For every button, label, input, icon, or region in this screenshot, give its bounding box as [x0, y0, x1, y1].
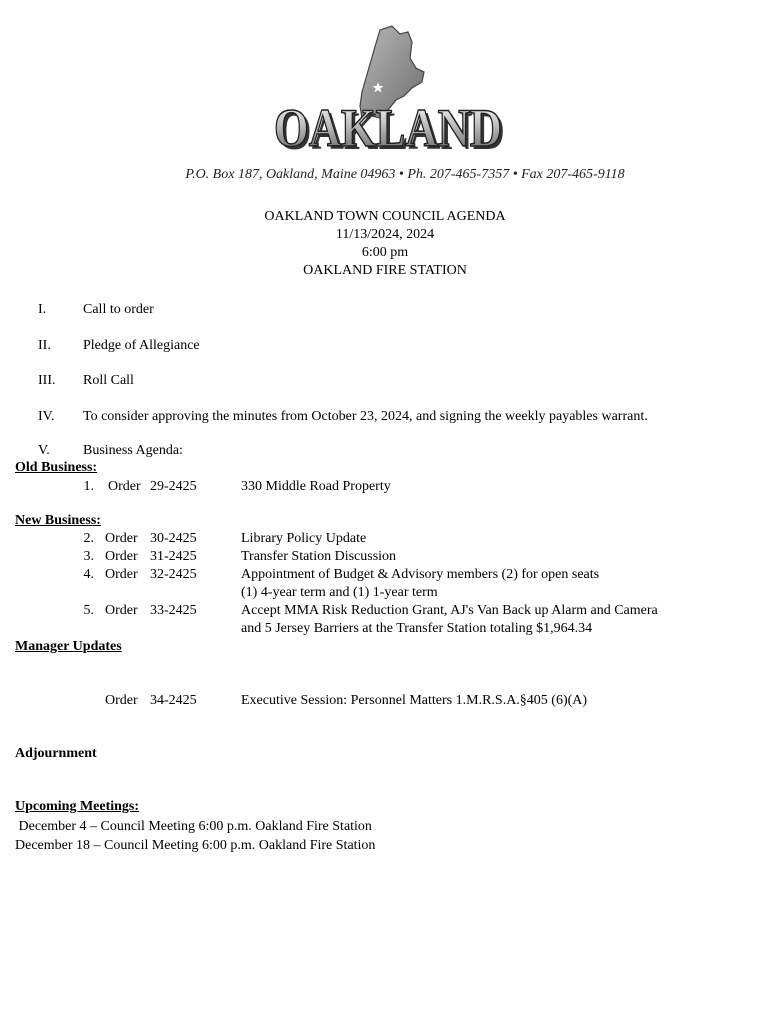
- order-label: Order: [108, 479, 141, 494]
- meeting-date: 11/13/2024, 2024: [335, 227, 435, 242]
- agenda-numeral: V.: [38, 443, 50, 458]
- logo-text-shadow: OAKLAND: [277, 101, 505, 154]
- order-description: Appointment of Budget & Advisory members (2) for open seats: [241, 567, 600, 582]
- order-id: 29-2425: [150, 479, 197, 494]
- order-number: 5.: [83, 603, 94, 618]
- order-label: Order: [105, 693, 138, 708]
- order-number: 3.: [83, 549, 94, 564]
- new-business-heading: New Business:: [15, 513, 101, 528]
- order-description: Library Policy Update: [241, 531, 367, 546]
- executive-session-description: Executive Session: Personnel Matters 1.M.R.S.A.§405 (6)(A): [241, 693, 588, 708]
- order-number: 2.: [83, 531, 94, 546]
- meeting-time: 6:00 pm: [361, 245, 409, 260]
- meeting-location: OAKLAND FIRE STATION: [303, 263, 467, 278]
- manager-updates-heading: Manager Updates: [15, 639, 122, 654]
- order-label: Order: [105, 531, 138, 546]
- order-id: 31-2425: [150, 549, 197, 564]
- agenda-numeral: IV.: [38, 409, 55, 424]
- agenda-item-minutes: To consider approving the minutes from October 23, 2024, and signing the weekly payables warrant.: [83, 409, 648, 424]
- upcoming-meeting-item: December 4 – Council Meeting 6:00 p.m. Oakland Fire Station: [15, 819, 372, 834]
- old-business-heading: Old Business:: [15, 460, 98, 475]
- order-label: Order: [105, 549, 138, 564]
- order-description: Transfer Station Discussion: [241, 549, 397, 564]
- agenda-numeral: I.: [38, 302, 47, 317]
- order-id: 34-2425: [150, 693, 197, 708]
- contact-line: P.O. Box 187, Oakland, Maine 04963 • Ph. 207-465-7357 • Fax 207-465-9118: [185, 167, 625, 182]
- oakland-logo: [262, 24, 508, 154]
- order-label: Order: [105, 603, 138, 618]
- order-id: 30-2425: [150, 531, 197, 546]
- order-description: Accept MMA Risk Reduction Grant, AJ's Van Back up Alarm and Camera: [241, 603, 658, 618]
- order-description-cont: (1) 4-year term and (1) 1-year term: [241, 585, 438, 600]
- order-number: 1.: [83, 479, 94, 494]
- agenda-title: OAKLAND TOWN COUNCIL AGENDA: [264, 209, 506, 224]
- order-description: 330 Middle Road Property: [241, 479, 391, 494]
- order-number: 4.: [83, 567, 94, 582]
- order-id: 33-2425: [150, 603, 197, 618]
- adjournment-heading: Adjournment: [15, 746, 97, 761]
- agenda-item-pledge: Pledge of Allegiance: [83, 338, 200, 353]
- maine-map-icon: [262, 24, 508, 154]
- upcoming-meetings-heading: Upcoming Meetings:: [15, 799, 140, 814]
- agenda-item-roll-call: Roll Call: [83, 373, 134, 388]
- order-description-cont: and 5 Jersey Barriers at the Transfer Station totaling $1,964.34: [241, 621, 593, 636]
- order-id: 32-2425: [150, 567, 197, 582]
- agenda-item-business: Business Agenda:: [83, 443, 183, 458]
- agenda-numeral: II.: [38, 338, 51, 353]
- agenda-numeral: III.: [38, 373, 56, 388]
- logo-text: OAKLAND: [274, 98, 502, 154]
- agenda-item-call-to-order: Call to order: [83, 302, 154, 317]
- order-label: Order: [105, 567, 138, 582]
- upcoming-meeting-item: December 18 – Council Meeting 6:00 p.m. Oakland Fire Station: [15, 838, 376, 853]
